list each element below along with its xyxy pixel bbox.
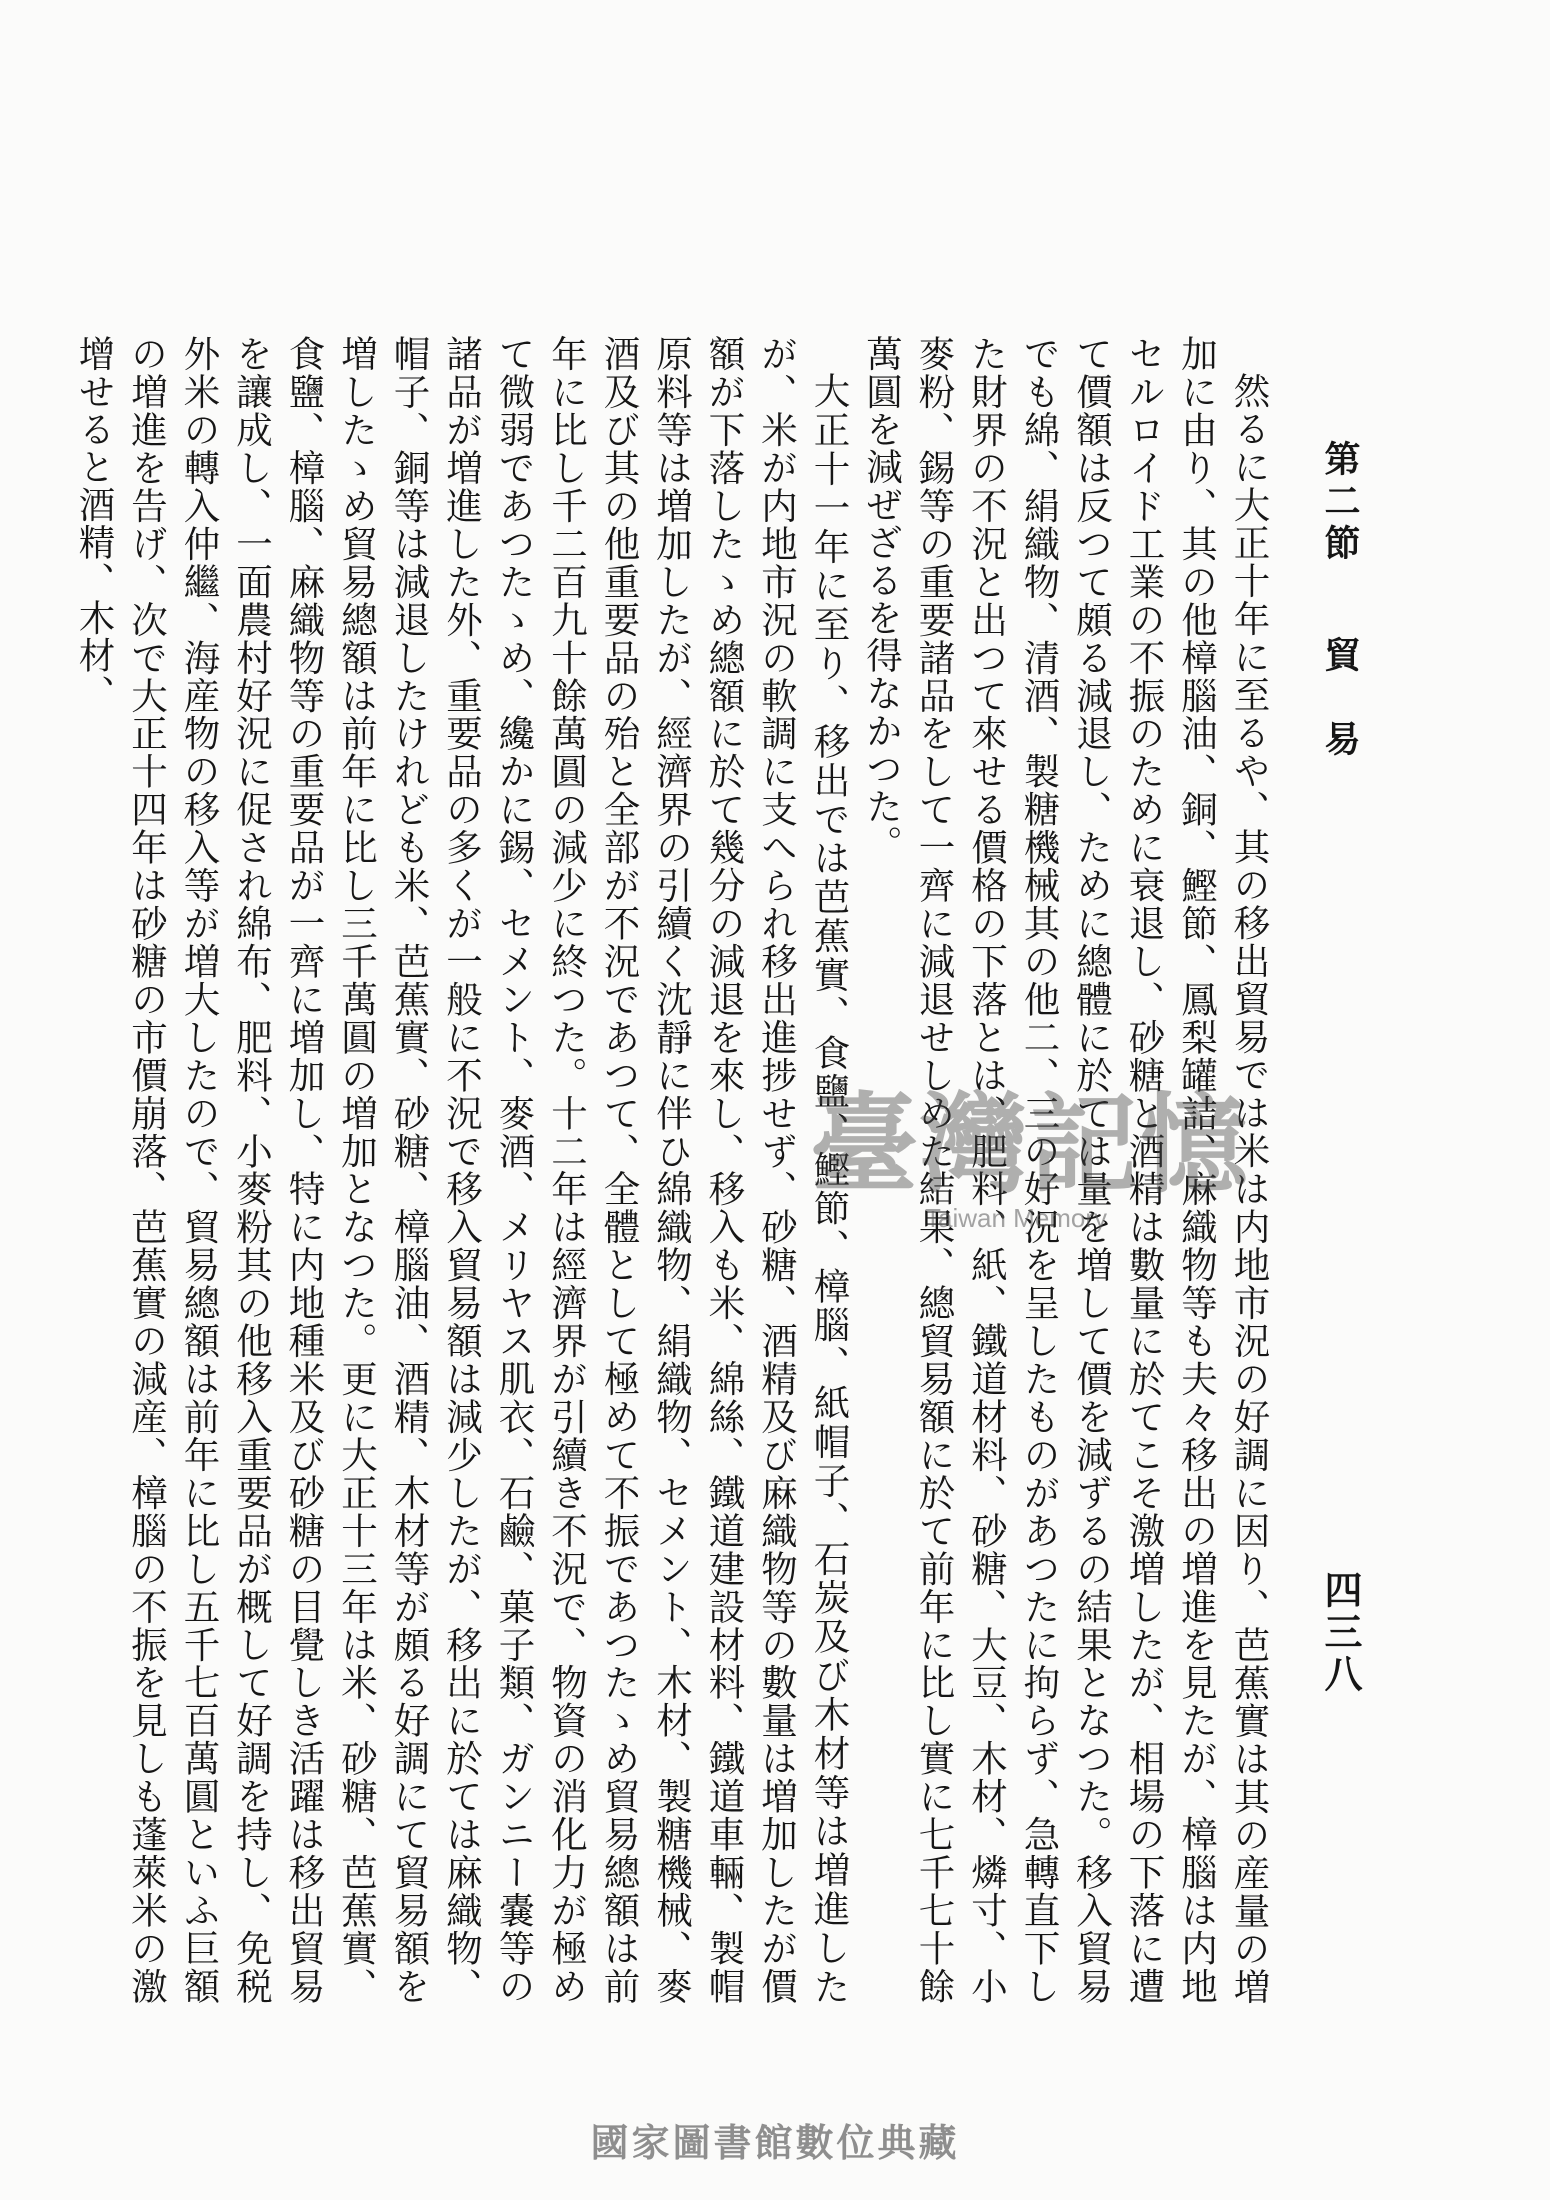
section-label: 第二節 <box>1319 440 1361 566</box>
footer-credit: 國家圖書館數位典藏 <box>590 2121 960 2165</box>
watermark-subtitle: Taiwan Memory <box>925 1203 1108 1233</box>
chapter-title: 貿 易 <box>1319 636 1361 762</box>
watermark-logo: 臺灣記憶 <box>810 1082 1251 1208</box>
body-text <box>73 335 1275 2005</box>
paragraph: 然るに大正十年に至るや、其の移出貿易では米は内地市況の好調に因り、芭蕉實は其の産量の増加に由り、其の他樟腦油、銅、鰹節、鳳梨罐詰、麻織物等も夫々移出の増進を見たが、樟腦は内地セルロイド工業の不振のために衰退し、砂糖と酒精は數量に於てこそ激増したが、相場の下落に遭て價額は反つて頗る減退し、ために總體に於ては量を増して價を減ずるの結果となつた。移入貿易でも綿、絹織物、清酒、製糖機械其の他二、三の好況を呈したものがあつたに拘らず、急轉直下した財界の不況と出つて來せる價格の下落とは、肥料、紙、鐵道材料、砂糖、大豆、木材、燐寸、小麥粉、錫等の重要諸品をして一齊に減退せしめた結果、總貿易額に於て前年に比し實に七千七十餘萬圓を減ぜざるを得なかつた。 <box>860 335 1271 2005</box>
page-number: 四三八 <box>1318 1570 1363 1696</box>
paragraph: 大正十一年に至り、移出では芭蕉實、食鹽、鰹節、樟腦、紙帽子、石炭及び木材等は増進したが、米が内地市況の軟調に支へられ移出進捗せず、砂糖、酒精及び麻織物等の數量は増加したが價額が下落したゝめ總額に於て幾分の減退を來し、移入も米、綿絲、鐵道建設材料、鐵道車輛、製帽原料等は増加したが、經濟界の引續く沈靜に伴ひ綿織物、絹織物、セメント、木材、製糖機械、麥酒及び其の他重要品の殆と全部が不況であつて、全體として極めて不振であつたゝめ貿易總額は前年に比し千二百九十餘萬圓の減少に終つた。十二年は經濟界が引續き不況で、物資の消化力が極めて微弱であつたゝめ、纔かに錫、セメント、麥酒、メリヤス肌衣、石鹼、菓子類、ガンニー嚢等の諸品が増進した外、重要品の多くが一般に不況で移入貿易額は減少したが、移出に於ては麻織物、帽子、銅等は減退したけれども米、芭蕉實、砂糖、樟腦油、酒精、木材等が頗る好調にて貿易額を増したゝめ貿易總額は前年に比し三千萬圓の増加となつた。更に大正十三年は米、砂糖、芭蕉實、食鹽、樟腦、麻織物等の重要品が一齊に増加し、特に内地種米及び砂糖の目覺しき活躍は移出貿易を讓成し、一面農村好況に促され綿布、肥料、小麥粉其の他移入重要品が概して好調を持し、免税外米の轉入仲繼、海産物の移入等が増大したので、貿易總額は前年に比し五千七百萬圓といふ巨額の増進を告げ、次で大正十四年は砂糖の市價崩落、芭蕉實の減産、樟腦の不振を見しも蓬萊米の激增せると酒精、木材、 <box>73 335 851 2005</box>
running-header <box>1315 440 1365 760</box>
